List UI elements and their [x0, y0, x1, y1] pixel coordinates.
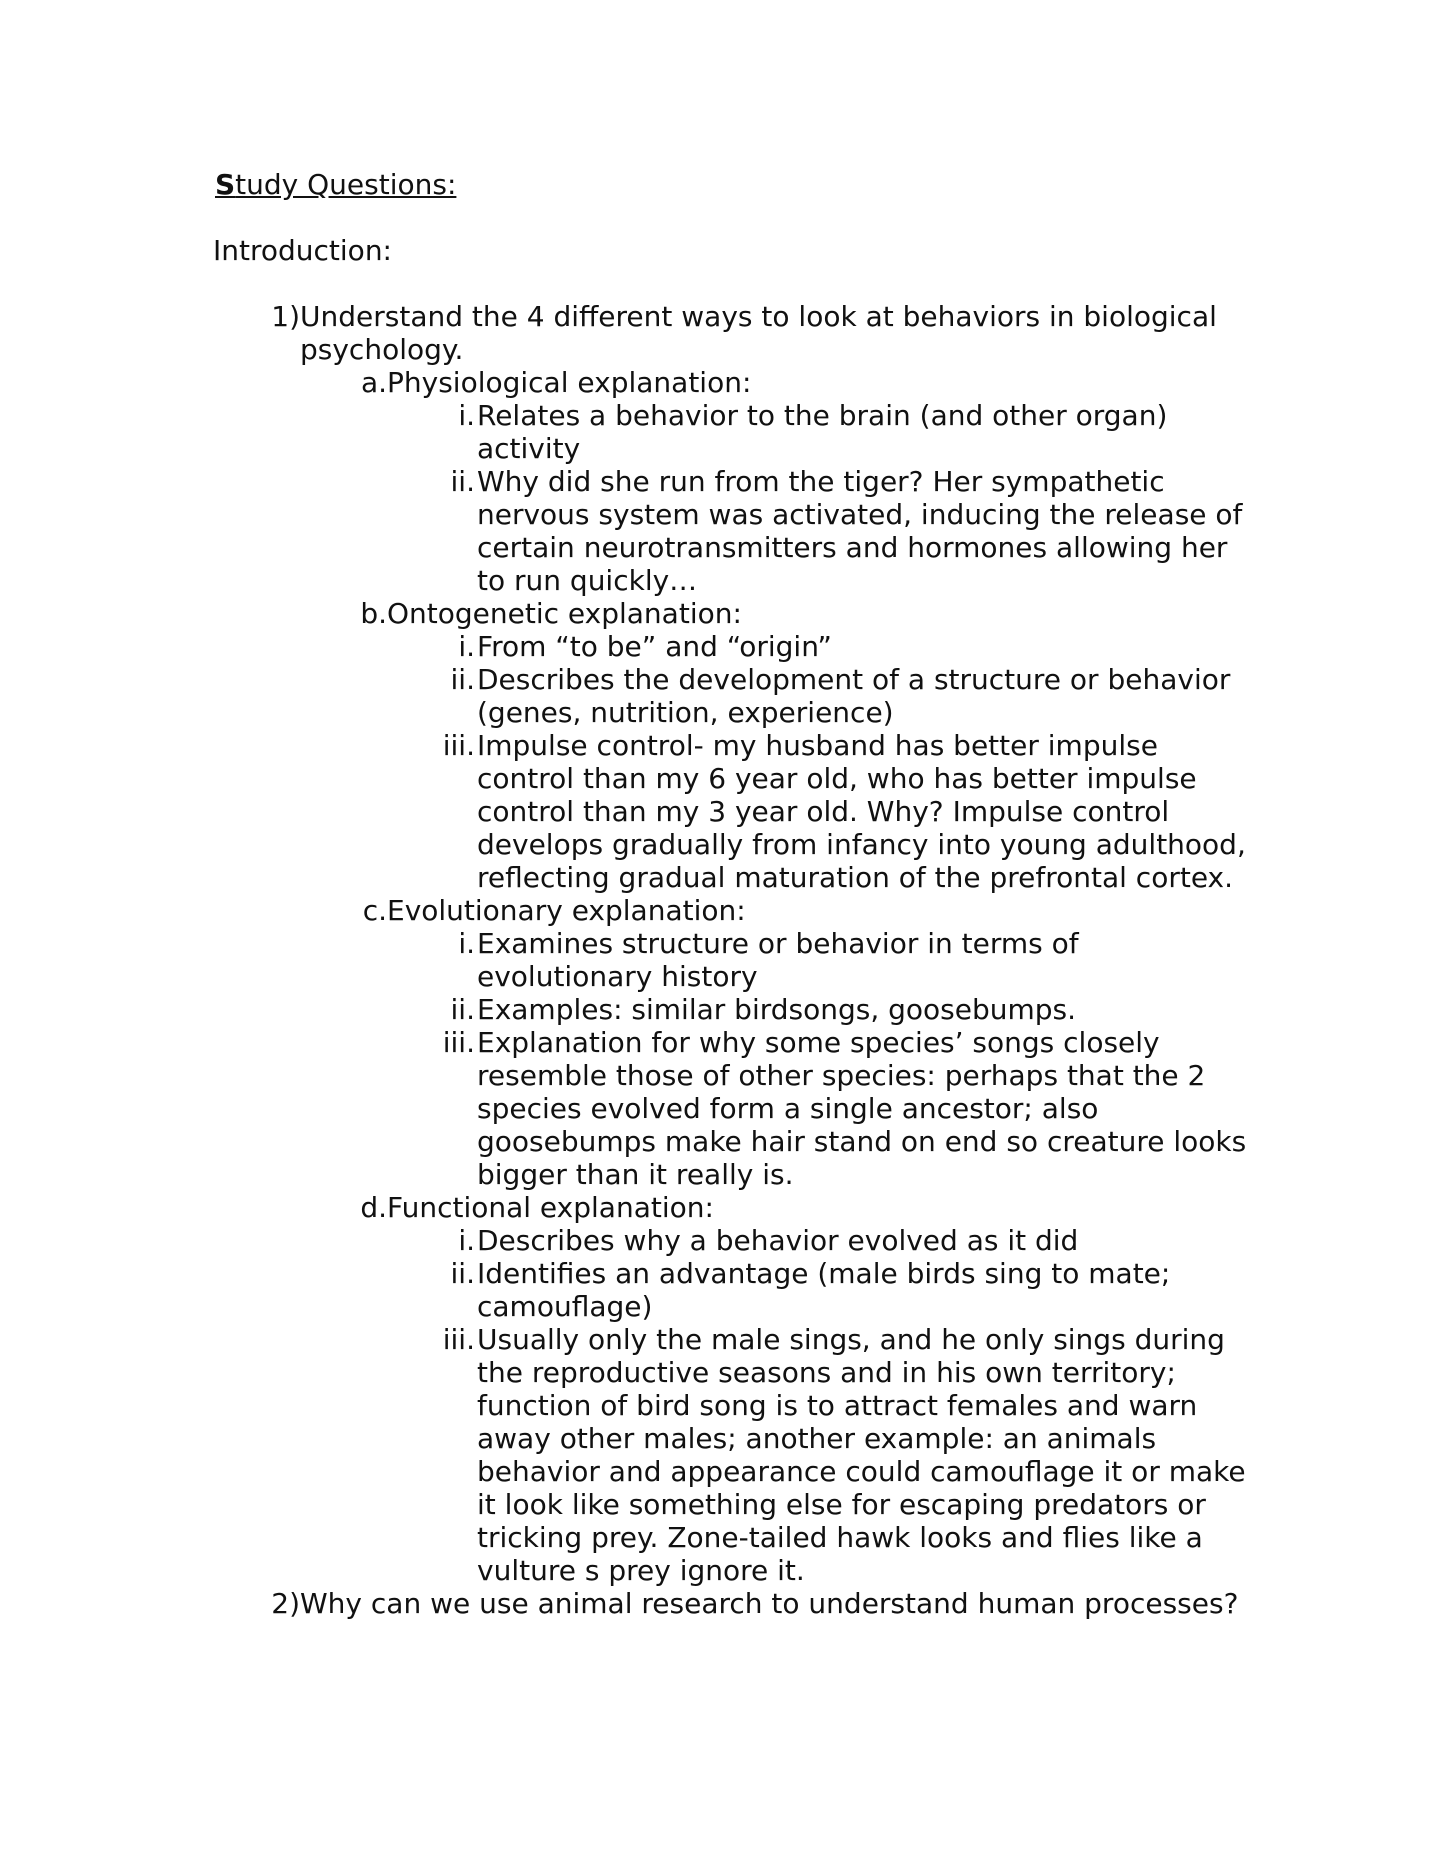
point-item [413, 993, 1253, 1026]
question-item [256, 300, 1253, 366]
point-item-marker: i. [458, 399, 475, 432]
point-item-marker: i. [458, 1224, 475, 1257]
title-rest: tudy Questions: [235, 168, 457, 201]
point-item [413, 729, 1253, 894]
point-item-text: Relates a behavior to the brain (and other organ) activity [477, 399, 1168, 465]
point-item-text: Describes the development of a structure or behavior (genes, nutrition, experience) [477, 663, 1231, 729]
point-item-text: Examples: similar birdsongs, goosebumps. [477, 993, 1077, 1026]
question-item-text: Why can we use animal research to understand human processes? [300, 1587, 1239, 1620]
sub-item-text: Physiological explanation: [387, 366, 752, 399]
sub-item-marker: c. [362, 894, 387, 927]
point-item-marker: i. [458, 927, 475, 960]
point-item [413, 1257, 1253, 1323]
question-item-marker: 1) [271, 300, 300, 333]
point-item-text: Describes why a behavior evolved as it did [477, 1224, 1079, 1257]
question-item-text: Understand the 4 different ways to look at behaviors in biological psychology. [300, 300, 1217, 366]
point-item [413, 1323, 1253, 1587]
section-heading: Introduction: [213, 234, 392, 267]
point-item [413, 465, 1253, 597]
point-item [413, 663, 1253, 729]
point-item-marker: ii. [450, 663, 475, 696]
point-item-text: From “to be” and “origin” [477, 630, 832, 663]
title-first-letter: S [215, 168, 236, 201]
sub-item [343, 894, 1253, 927]
point-item-text: Impulse control- my husband has better impulse control than my 6 year old, who has better impulse control than my 3 year old. Why? Impulse control develops gradually from infancy into young adulthood, reflecting gradual maturation of the prefrontal cortex. [477, 729, 1246, 894]
point-item-text: Identifies an advantage (male birds sing to mate; camouflage) [477, 1257, 1171, 1323]
question-outline [213, 300, 1253, 1620]
point-item [413, 399, 1253, 465]
point-item-marker: iii. [442, 1323, 475, 1356]
document-page [213, 168, 1253, 1620]
point-item-marker: ii. [450, 1257, 475, 1290]
point-item-marker: ii. [450, 465, 475, 498]
point-item-text: Why did she run from the tiger? Her sympathetic nervous system was activated, inducing the release of certain neurotransmitters and hormones allowing her to run quickly… [477, 465, 1243, 597]
question-item [256, 1587, 1253, 1620]
sub-item-text: Evolutionary explanation: [387, 894, 746, 927]
point-item-marker: iii. [442, 1026, 475, 1059]
point-item [413, 1026, 1253, 1191]
sub-item-marker: d. [360, 1191, 387, 1224]
sub-item [343, 597, 1253, 630]
point-item-text: Usually only the male sings, and he only sings during the reproductive seasons and in his own territory; function of bird song is to attract females and warn away other males; another example: an animals behavior and appearance could camouflage it or make it look like something else for escaping predators or tricking prey. Zone-tailed hawk looks and flies like a vulture s prey ignore it. [477, 1323, 1246, 1587]
sub-item-text: Ontogenetic explanation: [387, 597, 742, 630]
point-item-text: Explanation for why some species’ songs closely resemble those of other species: perhaps that the 2 species evolved form a single ancestor; also goosebumps make hair stand on end so creature looks bigger than it really is. [477, 1026, 1247, 1191]
sub-item [343, 1191, 1253, 1224]
point-item-marker: iii. [442, 729, 475, 762]
point-item-text: Examines structure or behavior in terms of evolutionary history [477, 927, 1079, 993]
point-item [413, 927, 1253, 993]
point-item [413, 1224, 1253, 1257]
sub-item-marker: a. [360, 366, 387, 399]
point-item-marker: ii. [450, 993, 475, 1026]
point-item-marker: i. [458, 630, 475, 663]
document-title [213, 168, 1253, 201]
sub-item-text: Functional explanation: [387, 1191, 714, 1224]
sub-item-marker: b. [360, 597, 387, 630]
point-item [413, 630, 1253, 663]
sub-item [343, 366, 1253, 399]
question-item-marker: 2) [271, 1587, 300, 1620]
